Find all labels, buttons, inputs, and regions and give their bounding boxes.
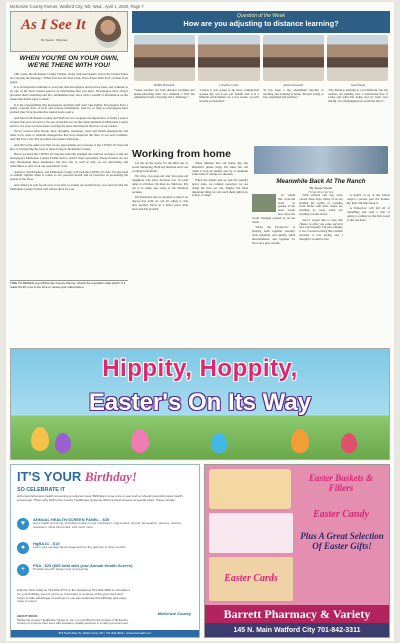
baskets-label: Easter Baskets & Fillers (308, 473, 373, 493)
column-paragraph: America, North Dakota, and McKenzie County will beat the COVID-19 virus. We just need to remain vigilant when it comes to our personal health and be proactive in preventing the spread of the virus. (10, 169, 128, 182)
poll-answer (134, 84, 195, 144)
respondent-answer: "I know it was going to be more complicated because my son I use our friends and it is a different environment. As a few weeks, we will become accustomed." (198, 87, 259, 104)
article-title: Meanwhile Back At The Ranch (276, 178, 366, 185)
service-item (17, 541, 195, 561)
columnist-photo (95, 16, 121, 48)
meanwhile-header (252, 178, 390, 194)
respondent-name: Caroline Cross (219, 84, 239, 87)
respondent-answer: "It has been a big adjustment moving to teaching and working at home. I'm just trying to stay organized and positive." (263, 87, 324, 100)
service-desc: Prostate specific antigen test & screening. (33, 567, 89, 571)
column-paragraph: It is the responsibility that newspapers and their staff don't take lightly. Newspapers have a nearly constant flow of local and concise information. And for as long as newspapers have existed, they have become that trusted news source. (10, 102, 128, 115)
egg-icon (31, 427, 49, 451)
article-paragraph: With schools and day cares closed these days, many of us are finding the reality of working from home with kids. Some are learning to cook, some are learning to bake bread. (299, 194, 343, 216)
article-paragraph: Let me set the scene: It's the third day of social distancing. Both my husband and I are working from home. (132, 162, 188, 173)
birthday-screening-ad (10, 464, 200, 638)
column-body (10, 73, 128, 279)
section-title: Working from home (132, 148, 231, 160)
article-credit: Forum News Service (308, 190, 334, 194)
about-mchs (17, 615, 135, 626)
article-paragraph: A Tomorrow will fall off of something and read a trail of spring to remind us that this world is still out there. (346, 206, 390, 222)
poll-banner (132, 11, 390, 33)
article-paragraph: I'm frustrated and we decided to take it on day-by-day until we can all adjust to this new normal. We're in a better place than most and I'm grateful. (132, 195, 188, 211)
column-paragraph: We've covered farm floods, fires, droughts, tornadoes, town and health emergencies and other local, state or national emergencies that have impacted the lives of our area residents. And did it in a way that provided our readers with hope. (10, 129, 128, 141)
egg-icon (55, 433, 71, 453)
plus-icon: + (17, 564, 29, 576)
egg-icon (291, 429, 309, 453)
respondent-name: Bobbi Schwartz (154, 84, 175, 87)
poll-answer (328, 84, 389, 144)
mchs-logo: McKenzie County (157, 611, 191, 616)
barrett-name: Barrett Pharmacy & Variety (205, 605, 389, 623)
article-paragraph: "Draw the Eyebrows" or playing dolls together recently, with suddenly, and quietly, small merchandised, and together we have set a new routine. (252, 225, 296, 245)
article-column (192, 162, 248, 344)
easter-banner-ad (10, 348, 390, 460)
candy-label: Easter Candy (313, 509, 369, 520)
respondent-photo (198, 35, 259, 81)
birthday-ad-call: Call the clinic today at 701-842-3771 or the hospital at 701-842-3000 to schedule it for your birthday, even if you've to remember or anytime of the year! And don't forget to take advantage of savings so you can celebrate this birthday and many more to come! (17, 588, 131, 604)
page-header: McKenzie County Farmer, Watford City, ND, Wed., April 1, 2020, Page 7 (10, 4, 144, 9)
birthday-ad-title-a: IT'S YOUR (17, 469, 82, 484)
article-paragraph: A bunch of us at the school staged a parade past the houses. My kids still talk about it. (346, 194, 390, 205)
respondent-photo (263, 35, 324, 81)
birthday-ad-title (17, 469, 137, 485)
barrett-offer: Plus A Great Selection Of Easter Gifts! (300, 531, 384, 551)
about-text: McKenzie County Healthcare Systems, Inc. is committed to the people of McKenzie County to improve their lives with excellent, quality services in a caring environment. (17, 617, 129, 626)
poll-answer (199, 84, 260, 144)
poll-answers (134, 84, 388, 144)
column-logo-box (10, 11, 128, 52)
article-paragraph: To whom this cross-did from us speaks. It has been weeks now since the world changed around us on the ranch. (252, 194, 296, 224)
respondent-name: Jessi Davis (350, 84, 365, 87)
service-desc: Get a health screening, including results of your cholesterol, triglycerides, thyroid, hemoglobin, glucose, calcium, potassium, white blood cells, and much more. (33, 521, 182, 529)
article-paragraph: And I would like to take this chance to offer you some survival tips, but honestly, I'm just winging it too. I started writing this column because it was spring and I thought it would be fun. (299, 217, 343, 241)
service-name: ANNUAL HEALTH SCREEN PANEL - $35 (33, 517, 110, 522)
article-paragraph: Three minutes into our home day, my husband's phone rings. He takes his call while I work on emails and try to maintain some kind of routine for the kids. (192, 162, 248, 177)
egg-icon (131, 429, 149, 453)
column-headline: WHEN YOU'RE ON YOUR OWN, WE'RE THERE WITH YOU! (19, 55, 119, 70)
service-item (17, 517, 195, 537)
service-item (17, 563, 195, 583)
easter-ad-line2: Easter's On Its Way (88, 389, 312, 416)
service-name: PSA - $25 ($65 total with your Annual Health Screen) (33, 563, 133, 568)
poll-photos (134, 35, 388, 81)
column-paragraph: And when it is safe for all of us to be able to resume our normal lives, you can trust that the McKenzie County Farmer will still be there for you. (10, 182, 128, 191)
column-byline: By Neal A. Shipman (41, 38, 68, 42)
candy-photo (209, 513, 293, 553)
cards-label: Easter Cards (224, 573, 278, 584)
article-column (132, 162, 188, 344)
birthday-ad-intro: with comprehensive health screening at reduced rates! Birthdays come once a year and so should comprehensive health screenings. That's why McKenzie County Healthcare Systems offers annual screens at special rates. These include: (17, 494, 183, 502)
article-column (299, 194, 342, 344)
newspaper-page (6, 2, 394, 641)
barrett-pharmacy-ad (204, 464, 390, 638)
column-paragraph: And that is the same way that we are approaching our coverage of the COVID-19 virus and how it is impacting the lives of those living in McKenzie County. (10, 142, 128, 151)
egg-icon (211, 433, 227, 453)
poll-answer (263, 84, 324, 144)
column-paragraph: But as we learn the COVID-19 virus has radically changed the world as we know it and our newspaper's McKenzie County Farmer had to restrict their operations. These closures are not only threatening these businesses, but also our, as well as why we are advertising and subscribers to ours of all our operational costs. (10, 152, 128, 168)
article-column (347, 194, 390, 344)
service-desc: Learn your average blood sugar level for the past two to three months. (33, 545, 127, 549)
respondent-photo (134, 35, 195, 81)
article-paragraph: When the dishes pile up and the laundry never ends, we remind ourselves we are doing the best we can. Maybe the most important thing we can teach them right now is how to adapt. (192, 178, 248, 198)
renew-notice: TIME TO RENEW your McKenzie County Farmer. Check the expiration date which. If it reads 03 20, now is the time to renew your subscription. (10, 280, 128, 290)
column-paragraph: It is an important reminder to everyone that newspapers always have been, and continue to be one of the most trusted sources of information that you have. Newspapers have always provided their readership and the communities they serve with a wealth of information on the issues that matter most to them. (10, 85, 128, 101)
column-paragraph: This week, the McKenzie County Farmer, along with newspapers across the United States are carrying the message, "When You Are On Your Own, We're There With You" on their front pages. (10, 73, 128, 84)
article-paragraph: We have two-year-old and four-year-old daughters who have declared war on each other at all times. We have no childcare. My job is to make sure none of the disasters escalate. (132, 174, 188, 194)
service-name: HgBA1C - $15 (33, 541, 60, 546)
section-banner-photo (254, 146, 388, 174)
article-author: By Jessie Veeder (309, 186, 333, 190)
wfh-article (132, 162, 248, 344)
respondent-photo (327, 35, 388, 81)
easter-ad-line1: Hippity, Hoppity, (102, 355, 298, 382)
poll-label: Question of the Week (237, 13, 285, 19)
egg-icon (341, 433, 357, 453)
article-column (252, 194, 295, 344)
meanwhile-article (252, 194, 390, 344)
poll-question: How are you adjusting to distance learning? (183, 19, 339, 28)
respondent-name: Anita Schwartz (283, 84, 303, 87)
respondent-answer: "Some teachers are both distance teaching and home-schooling their two children. I find the adjustment both a blessing and a challenge." (134, 87, 195, 100)
drop-icon: ● (17, 542, 29, 554)
author-photo (252, 194, 276, 212)
birthday-ad-address: 516 North Main St. Watford City, ND • 701-842-3000 • mckenziehealth.com (11, 630, 199, 637)
barrett-address: 145 N. Main Watford City 701-842-3311 (205, 623, 389, 638)
birthday-ad-title-b: Birthday! (84, 469, 137, 484)
heart-icon: ♥ (17, 518, 29, 530)
respondent-answer: "The distance learning is a lot different, but my teachers are making sure I understand how it works and what I'm doing and it's been very helpful. It is challenging but worth the effort." (327, 87, 388, 104)
baskets-photo (209, 469, 291, 509)
birthday-ad-subtitle: SO CELEBRATE IT (17, 487, 66, 493)
column-paragraph: And here in McKenzie County and Watford, we recognize the importance of being a source of news that you can turn to. We are proud that we are the oldest business in McKenzie County and for 112 years we have been covering the news that impacts the lives of our readers. (10, 115, 128, 128)
about-title: ABOUT MCHS (17, 614, 38, 618)
column-logo: As I See It (21, 17, 86, 33)
